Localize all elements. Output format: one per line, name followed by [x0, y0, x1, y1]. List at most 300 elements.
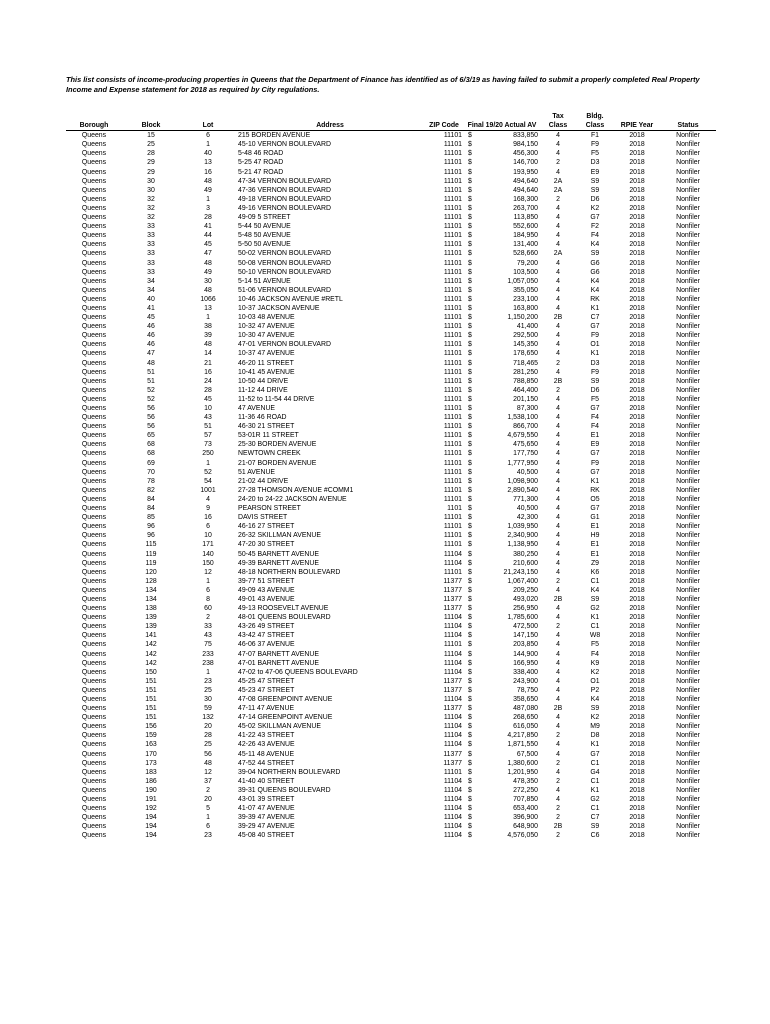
properties-table — [66, 112, 716, 841]
rpie-year-cell: 2018 — [629, 768, 645, 776]
rpie-year-cell: 2018 — [629, 432, 645, 440]
table-row — [66, 477, 716, 486]
status-cell: Nonfiler — [676, 823, 700, 831]
rpie-year-cell: 2018 — [629, 614, 645, 622]
currency-symbol: $ — [468, 605, 472, 613]
status-cell: Nonfiler — [676, 605, 700, 613]
lot-cell: 40 — [204, 150, 212, 158]
currency-symbol: $ — [468, 441, 472, 449]
status-cell: Nonfiler — [676, 532, 700, 540]
status-cell: Nonfiler — [676, 295, 700, 303]
borough-cell: Queens — [81, 414, 107, 422]
av-cell: 1,785,600 — [507, 614, 538, 622]
currency-symbol: $ — [468, 132, 472, 140]
borough-cell: Queens — [81, 541, 107, 549]
table-row — [66, 158, 716, 167]
borough-cell: Queens — [81, 532, 107, 540]
tax-class-cell: 4 — [556, 405, 560, 412]
status-cell: Nonfiler — [676, 359, 700, 367]
bldg-class-cell: F4 — [590, 414, 600, 422]
address-cell: 27-28 THOMSON AVENUE #COMM1 — [238, 486, 354, 494]
bldg-class-cell: D6 — [590, 195, 600, 203]
currency-symbol: $ — [468, 377, 472, 385]
address-header: Address — [236, 121, 424, 131]
rpie-year-cell: 2018 — [629, 759, 645, 767]
tax-class-cell: 4 — [556, 368, 560, 376]
zip-cell: 11101 — [443, 168, 462, 176]
rpie-year-header: RPIE Year — [614, 121, 660, 131]
block-cell: 68 — [147, 450, 155, 458]
av-cell: 168,300 — [513, 195, 538, 203]
status-cell: Nonfiler — [676, 250, 700, 258]
currency-symbol: $ — [468, 450, 472, 458]
address-cell: 39-29 47 AVENUE — [238, 823, 295, 831]
address-cell: 5-21 47 ROAD — [238, 168, 284, 176]
lot-cell: 16 — [204, 168, 212, 176]
table-row — [66, 149, 716, 158]
zip-cell: 11104 — [443, 741, 462, 749]
block-cell: 194 — [145, 814, 157, 822]
av-cell: 4,576,050 — [507, 832, 538, 840]
status-cell: Nonfiler — [676, 568, 700, 576]
zip-cell: 11101 — [443, 450, 462, 458]
bldg-class-cell: C1 — [590, 805, 600, 813]
zip-cell: 11377 — [443, 686, 462, 694]
lot-cell: 43 — [204, 632, 212, 640]
block-cell: 68 — [147, 441, 155, 449]
status-cell: Nonfiler — [676, 832, 700, 840]
tax-class-cell: 4 — [556, 586, 560, 594]
lot-cell: 75 — [204, 641, 212, 649]
address-cell: 45-08 40 STREET — [238, 832, 295, 840]
currency-symbol: $ — [468, 195, 472, 203]
borough-cell: Queens — [81, 777, 107, 785]
zip-cell: 11377 — [443, 595, 462, 603]
rpie-year-cell: 2018 — [629, 641, 645, 649]
currency-symbol: $ — [468, 286, 472, 294]
block-cell: 46 — [147, 332, 155, 340]
rpie-year-cell: 2018 — [629, 659, 645, 667]
zip-cell: 11104 — [443, 614, 462, 622]
av-cell: 41,400 — [516, 323, 538, 331]
address-cell: 41-07 47 AVENUE — [238, 805, 295, 813]
rpie-year-cell: 2018 — [629, 586, 645, 594]
block-cell: 96 — [147, 523, 155, 531]
bldg-class-cell: F9 — [590, 459, 600, 467]
zip-cell: 11101 — [443, 377, 462, 385]
status-cell: Nonfiler — [676, 514, 700, 522]
status-cell: Nonfiler — [676, 586, 700, 594]
currency-symbol: $ — [468, 732, 472, 740]
rpie-year-cell: 2018 — [629, 450, 645, 458]
tax-class-cell: 2 — [556, 832, 560, 840]
status-cell: Nonfiler — [676, 623, 700, 631]
bldg-class-cell: RK — [590, 486, 600, 494]
av-cell: 42,300 — [516, 514, 538, 522]
borough-cell: Queens — [81, 441, 107, 449]
address-cell: 45-10 VERNON BOULEVARD — [238, 141, 331, 149]
bldg-class-cell: S9 — [590, 377, 600, 385]
zip-cell: 11101 — [443, 150, 462, 158]
currency-symbol: $ — [468, 823, 472, 831]
av-cell: 648,900 — [513, 823, 538, 831]
table-row — [66, 768, 716, 777]
tax-class-cell: 4 — [556, 204, 560, 212]
borough-cell: Queens — [81, 468, 107, 476]
status-cell: Nonfiler — [676, 341, 700, 349]
table-row — [66, 731, 716, 740]
status-cell: Nonfiler — [676, 132, 700, 140]
currency-symbol: $ — [468, 750, 472, 758]
currency-symbol: $ — [468, 150, 472, 158]
bldg-class-cell: F5 — [590, 395, 600, 403]
address-cell: 45-23 47 STREET — [238, 686, 295, 694]
av-cell: 338,400 — [513, 668, 538, 676]
address-cell: 5-48 46 ROAD — [238, 150, 284, 158]
lot-cell: 28 — [204, 732, 212, 740]
bldg-class-cell: O5 — [590, 495, 600, 503]
address-cell: 46-20 11 STREET — [238, 359, 294, 367]
lot-cell: 8 — [206, 595, 210, 603]
block-cell: 142 — [145, 650, 157, 658]
table-row — [66, 313, 716, 322]
rpie-year-cell: 2018 — [629, 341, 645, 349]
block-cell: 70 — [147, 468, 155, 476]
av-cell: 4,679,550 — [507, 432, 538, 440]
address-cell: 5-44 50 AVENUE — [238, 223, 291, 231]
av-cell: 494,640 — [513, 186, 538, 194]
block-cell: 33 — [147, 259, 155, 267]
bldg-class-cell: F5 — [590, 150, 600, 158]
av-cell: 1,098,900 — [507, 477, 538, 485]
tax-class-cell: 4 — [556, 559, 560, 567]
table-row — [66, 750, 716, 759]
table-row — [66, 213, 716, 222]
bldg-class-cell: K1 — [590, 350, 600, 358]
zip-cell: 11101 — [443, 232, 462, 240]
rpie-year-cell: 2018 — [629, 823, 645, 831]
borough-cell: Queens — [81, 332, 107, 340]
rpie-year-cell: 2018 — [629, 277, 645, 285]
tax-class-cell: 4 — [556, 550, 560, 558]
rpie-year-cell: 2018 — [629, 214, 645, 222]
table-row — [66, 713, 716, 722]
tax-class-cell: 4 — [556, 614, 560, 622]
borough-cell: Queens — [81, 150, 107, 158]
bldg-class-cell: K1 — [590, 477, 600, 485]
rpie-year-cell: 2018 — [629, 423, 645, 431]
borough-cell: Queens — [81, 486, 107, 494]
rpie-year-cell: 2018 — [629, 696, 645, 703]
currency-symbol: $ — [468, 777, 472, 785]
bldg-class-cell: G4 — [590, 768, 600, 776]
table-row — [66, 550, 716, 559]
bldg-class-cell: S9 — [590, 595, 600, 603]
av-cell: 653,400 — [513, 805, 538, 813]
status-cell: Nonfiler — [676, 323, 700, 331]
currency-symbol: $ — [468, 677, 472, 685]
bldg-class-cell: P2 — [590, 686, 600, 694]
status-cell: Nonfiler — [676, 523, 700, 531]
borough-cell: Queens — [81, 741, 107, 749]
borough-cell: Queens — [81, 568, 107, 576]
av-cell: 145,350 — [513, 341, 538, 349]
address-cell: 48-01 QUEENS BOULEVARD — [238, 614, 331, 622]
zip-cell: 11104 — [443, 632, 462, 640]
rpie-year-cell: 2018 — [629, 714, 645, 722]
table-row — [66, 677, 716, 686]
lot-cell: 25 — [204, 741, 212, 749]
table-row — [66, 140, 716, 149]
tax-class-cell: 4 — [556, 505, 560, 513]
bldg-class-cell: C7 — [590, 814, 600, 822]
lot-cell: 43 — [204, 414, 212, 422]
currency-symbol: $ — [468, 668, 472, 676]
currency-symbol: $ — [468, 632, 472, 640]
block-cell: 84 — [147, 495, 155, 503]
tax-class-cell: 4 — [556, 295, 560, 303]
bldg-class-cell: K4 — [590, 277, 600, 285]
address-cell: 50-45 BARNETT AVENUE — [238, 550, 319, 558]
tax-class-cell: 2B — [553, 705, 563, 713]
av-cell: 528,660 — [513, 250, 538, 258]
zip-cell: 11101 — [443, 477, 462, 485]
borough-cell: Queens — [81, 186, 107, 194]
bldg-class-cell: K4 — [590, 286, 600, 294]
borough-cell: Queens — [81, 523, 107, 531]
tax-class-cell: 4 — [556, 432, 560, 440]
rpie-year-cell: 2018 — [629, 632, 645, 640]
currency-symbol: $ — [468, 577, 472, 585]
table-row — [66, 377, 716, 386]
status-cell: Nonfiler — [676, 641, 700, 649]
av-cell: 380,250 — [513, 550, 538, 558]
block-cell: 142 — [145, 641, 157, 649]
currency-symbol: $ — [468, 759, 472, 767]
av-cell: 146,700 — [513, 159, 538, 167]
address-cell: 50-08 VERNON BOULEVARD — [238, 259, 331, 267]
currency-symbol: $ — [468, 614, 472, 622]
block-cell: 33 — [147, 241, 155, 249]
av-cell: 616,050 — [513, 723, 538, 731]
bldg-class-cell: G6 — [590, 268, 600, 276]
tax-class-cell: 4 — [556, 768, 560, 776]
block-cell: 115 — [145, 541, 157, 549]
tax-class-cell: 4 — [556, 696, 560, 703]
borough-cell: Queens — [81, 159, 107, 167]
zip-cell: 11104 — [443, 623, 462, 631]
currency-symbol: $ — [468, 277, 472, 285]
table-row — [66, 586, 716, 595]
status-cell: Nonfiler — [676, 677, 700, 685]
status-cell: Nonfiler — [676, 232, 700, 240]
borough-cell: Queens — [81, 232, 107, 240]
table-row — [66, 395, 716, 404]
av-cell: 193,950 — [513, 168, 538, 176]
rpie-year-cell: 2018 — [629, 814, 645, 822]
bldg-class-cell: G7 — [590, 505, 600, 513]
borough-cell: Queens — [81, 514, 107, 522]
status-cell: Nonfiler — [676, 223, 700, 231]
table-row — [66, 222, 716, 231]
tax-class-cell: 2 — [556, 159, 560, 167]
table-row — [66, 286, 716, 295]
av-cell: 355,050 — [513, 286, 538, 294]
zip-cell: 11101 — [443, 341, 462, 349]
av-cell: 103,500 — [513, 268, 538, 276]
status-cell: Nonfiler — [676, 405, 700, 412]
address-cell: 45-25 47 STREET — [238, 677, 295, 685]
rpie-year-cell: 2018 — [629, 686, 645, 694]
address-cell: 215 BORDEN AVENUE — [238, 132, 311, 140]
lot-cell: 13 — [204, 159, 212, 167]
address-cell: 21-07 BORDEN AVENUE — [238, 459, 317, 467]
table-row — [66, 695, 716, 704]
block-cell: 46 — [147, 323, 155, 331]
table-row — [66, 668, 716, 677]
block-cell: 156 — [145, 723, 157, 731]
address-cell: 24-20 to 24-22 JACKSON AVENUE — [238, 495, 347, 503]
borough-cell: Queens — [81, 432, 107, 440]
av-cell: 1,039,950 — [507, 523, 538, 531]
tax-class-cell: 2 — [556, 814, 560, 822]
bldg-class-header: Class — [576, 121, 614, 131]
block-cell: 33 — [147, 232, 155, 240]
tax-class-cell: 4 — [556, 323, 560, 331]
rpie-year-cell: 2018 — [629, 459, 645, 467]
tax-class-cell: 4 — [556, 450, 560, 458]
tax-class-cell: 4 — [556, 532, 560, 540]
tax-class-cell: 4 — [556, 395, 560, 403]
currency-symbol: $ — [468, 723, 472, 731]
rpie-year-cell: 2018 — [629, 777, 645, 785]
address-cell: 43-42 47 STREET — [238, 632, 295, 640]
lot-cell: 14 — [204, 350, 212, 358]
zip-cell: 11101 — [443, 468, 462, 476]
borough-cell: Queens — [81, 550, 107, 558]
tax-class-cell: 4 — [556, 514, 560, 522]
status-cell: Nonfiler — [676, 632, 700, 640]
borough-cell: Queens — [81, 141, 107, 149]
bldg-class-cell: F9 — [590, 332, 600, 340]
bldg-class-cell: C1 — [590, 623, 600, 631]
address-cell: 47-20 30 STREET — [238, 541, 295, 549]
tax-class-cell: 4 — [556, 223, 560, 231]
address-cell: 5-48 50 AVENUE — [238, 232, 291, 240]
av-cell: 1,067,400 — [507, 577, 538, 585]
rpie-year-cell: 2018 — [629, 286, 645, 294]
lot-cell: 48 — [204, 177, 212, 185]
zip-cell: 11377 — [443, 586, 462, 594]
av-cell: 1,380,600 — [507, 759, 538, 767]
currency-symbol: $ — [468, 650, 472, 658]
table-row — [66, 650, 716, 659]
status-cell: Nonfiler — [676, 705, 700, 713]
status-cell: Nonfiler — [676, 796, 700, 804]
tax-class-cell: 4 — [556, 686, 560, 694]
lot-cell: 2 — [206, 786, 210, 794]
currency-symbol: $ — [468, 532, 472, 540]
tax-class-header: Class — [540, 121, 576, 131]
block-cell: 40 — [147, 295, 155, 303]
table-row — [66, 659, 716, 668]
lot-cell: 59 — [204, 705, 212, 713]
zip-cell: 11377 — [443, 577, 462, 585]
status-cell: Nonfiler — [676, 768, 700, 776]
zip-cell: 11101 — [443, 277, 462, 285]
block-cell: 56 — [147, 423, 155, 431]
table-row — [66, 704, 716, 713]
zip-cell: 11101 — [443, 523, 462, 531]
zip-cell: 11101 — [443, 323, 462, 331]
table-row — [66, 131, 716, 141]
bldg-class-cell: F9 — [590, 368, 600, 376]
lot-cell: 37 — [204, 777, 212, 785]
borough-cell: Queens — [81, 495, 107, 503]
status-cell: Nonfiler — [676, 177, 700, 185]
lot-cell: 48 — [204, 259, 212, 267]
status-cell: Nonfiler — [676, 286, 700, 294]
block-cell: 163 — [145, 741, 157, 749]
borough-cell: Queens — [81, 459, 107, 467]
av-cell: 771,300 — [513, 495, 538, 503]
av-cell: 1,871,550 — [507, 741, 538, 749]
currency-symbol: $ — [468, 505, 472, 513]
currency-symbol: $ — [468, 768, 472, 776]
lot-cell: 2 — [206, 614, 210, 622]
block-cell: 32 — [147, 195, 155, 203]
currency-symbol: $ — [468, 686, 472, 694]
address-cell: DAVIS STREET — [238, 514, 288, 522]
zip-cell: 11101 — [443, 223, 462, 231]
zip-cell: 11377 — [443, 750, 462, 758]
table-row — [66, 422, 716, 431]
currency-symbol: $ — [468, 559, 472, 567]
bldg-class-cell: E1 — [590, 432, 600, 440]
bldg-class-cell: K1 — [590, 614, 600, 622]
bldg-class-cell: S9 — [590, 186, 600, 194]
address-cell: 50-02 VERNON BOULEVARD — [238, 250, 331, 258]
zip-cell: 11377 — [443, 705, 462, 713]
av-cell: 456,300 — [513, 150, 538, 158]
bldg-class-cell: K1 — [590, 741, 600, 749]
tax-class-cell: 4 — [556, 286, 560, 294]
currency-symbol: $ — [468, 741, 472, 749]
zip-cell: 11101 — [443, 304, 462, 312]
bldg-class-cell: F5 — [590, 641, 600, 649]
block-cell: 32 — [147, 204, 155, 212]
table-row — [66, 231, 716, 240]
table-row — [66, 822, 716, 831]
status-cell: Nonfiler — [676, 423, 700, 431]
address-cell: 47-07 BARNETT AVENUE — [238, 650, 319, 658]
currency-symbol: $ — [468, 523, 472, 531]
table-row — [66, 459, 716, 468]
tax-class-cell: 4 — [556, 350, 560, 358]
table-row — [66, 186, 716, 195]
status-cell: Nonfiler — [676, 459, 700, 467]
status-cell: Nonfiler — [676, 450, 700, 458]
bldg-class-cell: C7 — [590, 314, 600, 322]
borough-cell: Queens — [81, 286, 107, 294]
borough-cell: Queens — [81, 686, 107, 694]
block-cell: 138 — [145, 605, 157, 613]
rpie-year-cell: 2018 — [629, 177, 645, 185]
borough-header: Borough — [66, 121, 122, 131]
rpie-year-cell: 2018 — [629, 668, 645, 676]
tax-class-cell: 2B — [553, 823, 563, 831]
zip-cell: 11101 — [443, 441, 462, 449]
